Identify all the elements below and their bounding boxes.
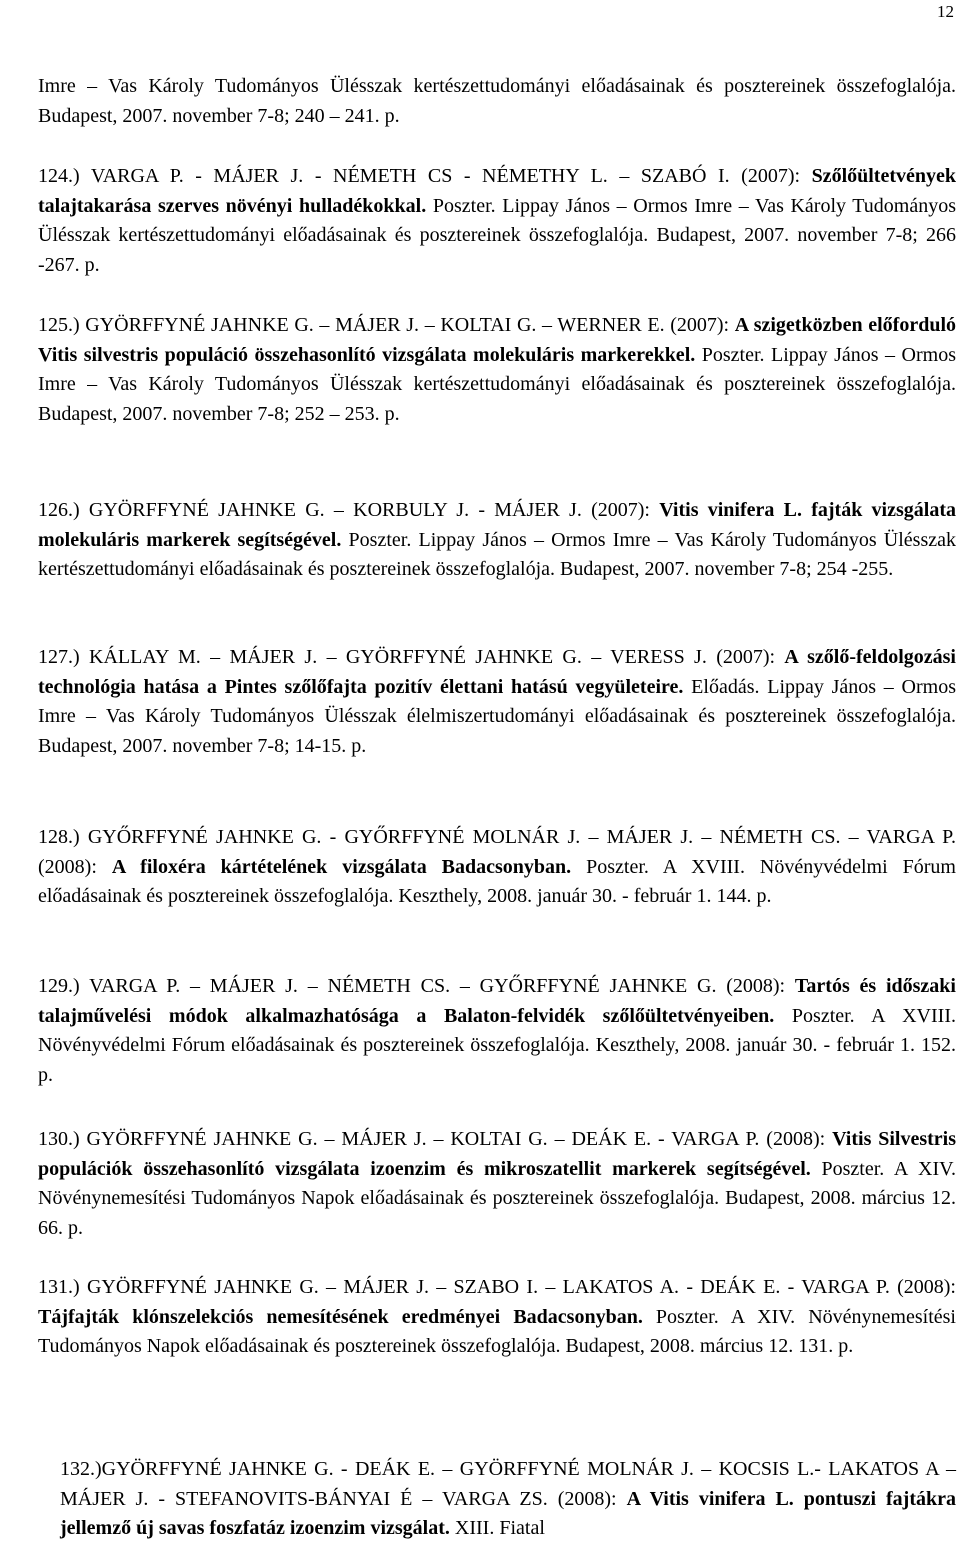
reference-authors: 125.) GYÖRFFYNÉ JAHNKE G. – MÁJER J. – KOLTAI G. – WERNER E. (2007): <box>38 314 735 336</box>
reference-authors: 132.)GYÖRFFYNÉ JAHNKE G. - DEÁK E. – GYÖRFFYNÉ MOLNÁR J. – KOCSIS L.- LAKATOS A – MÁJER J. - STEFANOVITS-BÁNYAI É – VARGA ZS. (2008): <box>60 1458 956 1510</box>
reference-124 <box>38 162 956 280</box>
reference-title: Vitis vinifera L. fajták vizsgálata molekuláris markerek segítségével. <box>38 499 956 551</box>
reference-title: Szőlőültetvények talajtakarása szerves növényi hulladékokkal. <box>38 165 956 217</box>
reference-authors: 126.) GYÖRFFYNÉ JAHNKE G. – KORBULY J. - MÁJER J. (2007): <box>38 499 660 521</box>
reference-title: A szigetközben előforduló Vitis silvestris populáció összehasonlító vizsgálata molekuláris markerekkel. <box>38 314 956 366</box>
reference-text: Imre – Vas Károly Tudományos Ülésszak kertészettudományi előadásainak és posztereinek összefoglalója. Budapest, 2007. november 7-8; 240 – 241. p. <box>38 75 956 127</box>
reference-source: Poszter. Lippay János – Ormos Imre – Vas Károly Tudományos Ülésszak kertészettudományi előadásainak és posztereinek összefoglalója. Budapest, 2007. november 7-8; 266 -267. p. <box>38 194 957 276</box>
reference-title: A filoxéra kártételének vizsgálata Badacsonyban. <box>111 855 572 878</box>
reference-title: A Vitis vinifera L. pontuszi fajtákra jellemző új savas foszfatáz izoenzim vizsgálat. <box>60 1487 957 1539</box>
reference-authors: 131.) GYÖRFFYNÉ JAHNKE G. – MÁJER J. – SZABO I. – LAKATOS A. - DEÁK E. - VARGA P. (2008): <box>38 1276 956 1298</box>
reference-authors: 124.) VARGA P. - MÁJER J. - NÉMETH CS - NÉMETHY L. – SZABÓ I. (2007): <box>38 165 812 187</box>
reference-source: XIII. Fiatal <box>449 1517 545 1539</box>
reference-authors: 129.) VARGA P. – MÁJER J. – NÉMETH CS. – GYŐRFFYNÉ JAHNKE G. (2008): <box>38 975 795 997</box>
reference-title: A szőlő-feldolgozási technológia hatása a Pintes szőlőfajta pozitív élettani hatású vegyületeire. <box>38 646 956 698</box>
reference-130 <box>38 1125 956 1243</box>
reference-authors: 127.) KÁLLAY M. – MÁJER J. – GYÖRFFYNÉ JAHNKE G. – VERESS J. (2007): <box>38 646 785 668</box>
reference-source: Poszter. A XIV. Növénynemesítési Tudományos Napok előadásainak és posztereinek összefoglalója. Budapest, 2008. március 12. 66. p. <box>38 1157 956 1239</box>
reference-authors: 128.) GYŐRFFYNÉ JAHNKE G. - GYŐRFFYNÉ MOLNÁR J. – MÁJER J. – NÉMETH CS. – VARGA P. (2008): <box>38 826 956 878</box>
reference-source: Előadás. Lippay János – Ormos Imre – Vas Károly Tudományos Ülésszak élelmiszertudományi előadásainak és posztereinek összefoglalója. Budapest, 2007. november 7-8; 14-15. p. <box>38 675 956 757</box>
reference-source: Poszter. A XVIII. Növényvédelmi Fórum előadásainak és posztereinek összefoglalója. Keszthely, 2008. január 30. - február 1. 144. p. <box>38 855 956 907</box>
reference-source: Poszter. A XIV. Növénynemesítési Tudományos Napok előadásainak és posztereinek összefoglalója. Budapest, 2008. március 12. 131. p. <box>38 1305 956 1357</box>
reference-source: Poszter. Lippay János – Ormos Imre – Vas Károly Tudományos Ülésszak kertészettudományi előadásainak és posztereinek összefoglalója. Budapest, 2007. november 7-8; 254 -255. <box>38 528 956 580</box>
reference-129 <box>38 972 956 1090</box>
reference-continuation <box>38 72 956 131</box>
page-number: 12 <box>937 2 954 21</box>
reference-title: Tájfajták klónszelekciós nemesítésének eredményei Badacsonyban. <box>38 1305 643 1328</box>
reference-132 <box>60 1455 956 1544</box>
reference-126 <box>38 496 956 585</box>
reference-source: Poszter. Lippay János – Ormos Imre – Vas Károly Tudományos Ülésszak kertészettudományi előadásainak és posztereinek összefoglalója. Budapest, 2007. november 7-8; 252 – 253. p. <box>38 343 956 425</box>
reference-title: Tartós és időszaki talajművelési módok alkalmazhatósága a Balaton-felvidék szőlőültetvényeiben. <box>38 975 956 1027</box>
reference-title: Vitis Silvestris populációk összehasonlító vizsgálata izoenzim és mikroszatellit markerek segítségével. <box>38 1128 957 1180</box>
reference-127 <box>38 643 956 761</box>
reference-128 <box>38 823 956 912</box>
reference-131 <box>38 1273 956 1362</box>
reference-125 <box>38 311 956 429</box>
reference-authors: 130.) GYÖRFFYNÉ JAHNKE G. – MÁJER J. – KOLTAI G. – DEÁK E. - VARGA P. (2008): <box>38 1128 833 1150</box>
reference-source: Poszter. A XVIII. Növényvédelmi Fórum előadásainak és posztereinek összefoglalója. Keszthely, 2008. január 30. - február 1. 152. p. <box>38 1004 956 1086</box>
